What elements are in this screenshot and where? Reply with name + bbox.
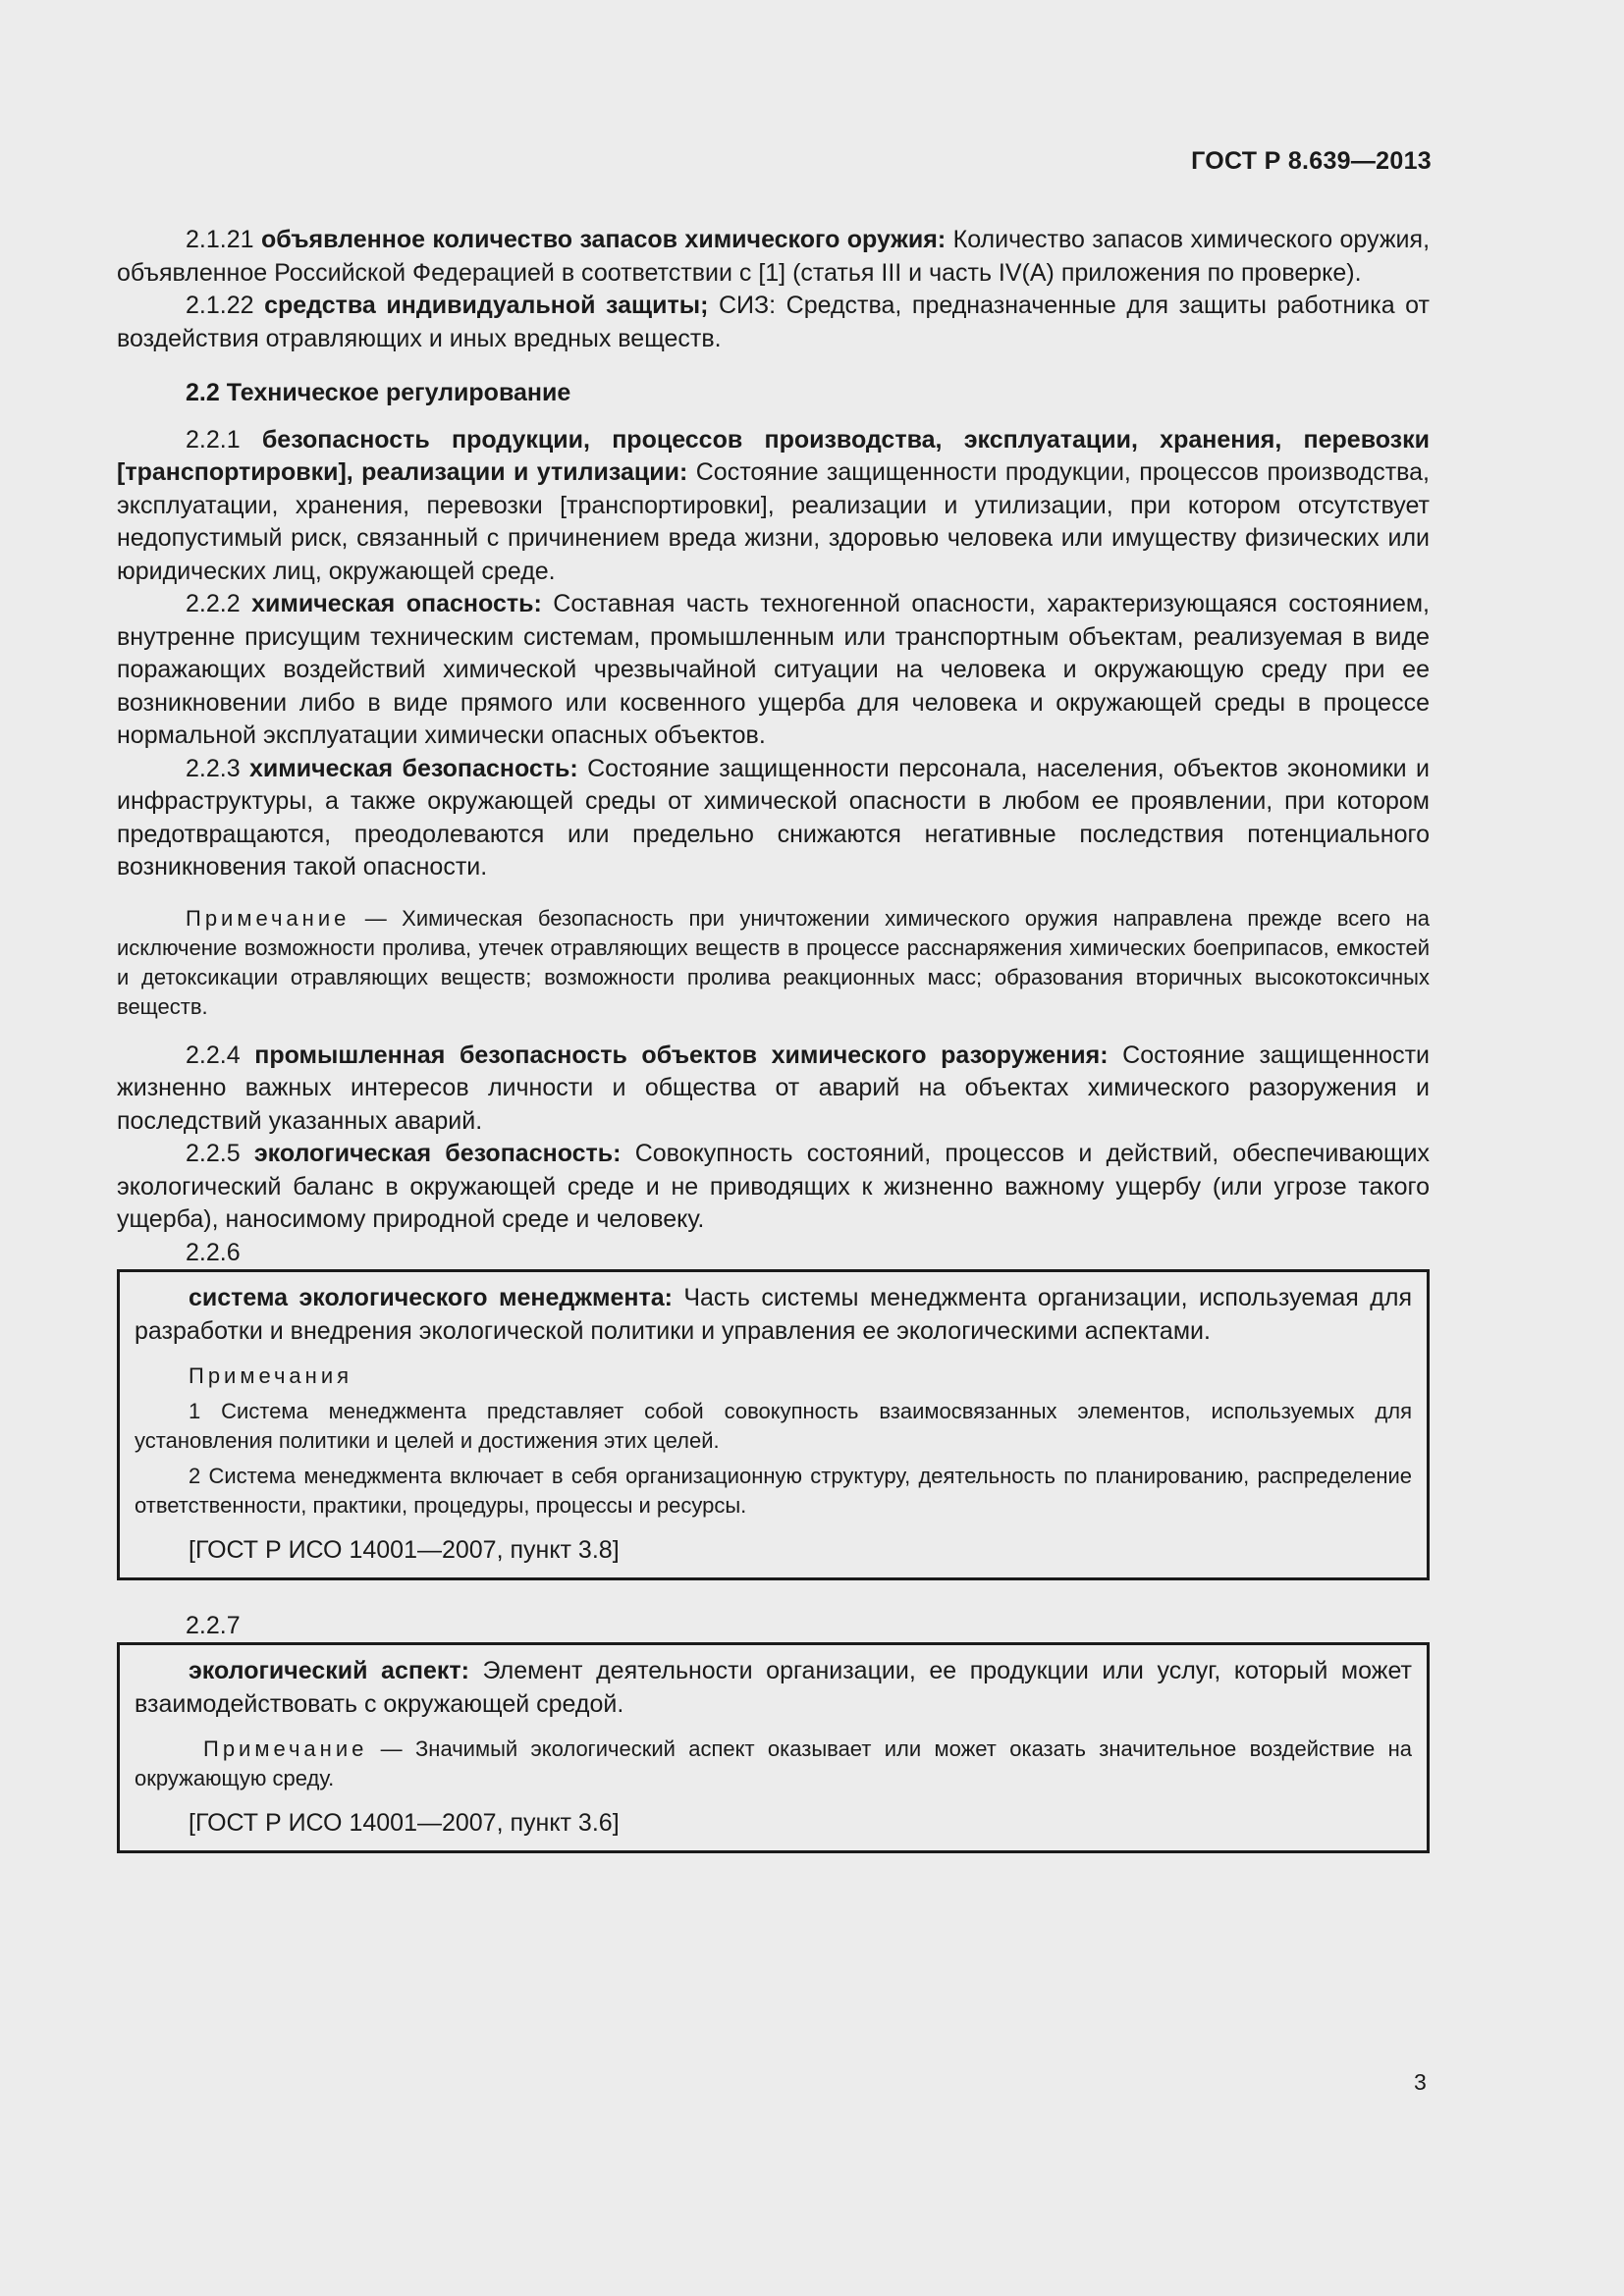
clause-number: 2.2.2 [186,590,241,617]
section-title: Техническое регулирование [226,379,571,406]
source-reference: [ГОСТ Р ИСО 14001—2007, пункт 3.8] [189,1536,620,1564]
notes-label: Примечания [189,1363,353,1388]
term-2-1-21 [117,224,1430,290]
term-definition: Состояние защищенности персонала, населения, объектов экономики и инфраструктуры, а также окружающей среды от химической опасности в любом ее проявлении, при котором предотвращаются, преодолеваются или предельно снижаются негативные последствия потенциального возникновения такой опасности. [117,754,1430,881]
clause-number: 2.1.22 [186,292,254,319]
clause-number-2-2-7: 2.2.7 [186,1611,241,1639]
boxed-term-2-2-7 [117,1642,1430,1853]
clause-number: 2.2.5 [186,1140,241,1167]
clause-number: 2.2.1 [186,425,241,454]
clause-number: 2.2.3 [186,754,241,782]
term-2-2-7 [135,1655,1412,1721]
page-content [117,224,1430,1853]
term-2-2-4 [117,1040,1430,1139]
clause-number: 2.2.4 [186,1041,241,1069]
term-title: промышленная безопасность объектов химического разоружения: [254,1041,1109,1069]
section-number: 2.2 [186,379,220,406]
term-2-1-22 [117,290,1430,355]
term-2-2-2 [117,588,1430,753]
term-definition: Совокупность состояний, процессов и действий, обеспечивающих экологический баланс в окружающей среде и не приводящих к жизненно важному ущербу (или угрозе такого ущерба), наносимому природной среде и человеку. [117,1140,1430,1233]
term-definition: Состояние защищенности жизненно важных интересов личности и общества от аварий на объектах химического разоружения и последствий указанных аварий. [117,1041,1431,1135]
note-1: 1 Система менеджмента представляет собой совокупность взаимосвязанных элементов, используемых для установления политики и целей и достижения этих целей. [135,1399,1412,1453]
source-reference: [ГОСТ Р ИСО 14001—2007, пункт 3.6] [189,1809,620,1837]
note-2-2-7 [135,1735,1412,1793]
term-2-2-6 [135,1282,1412,1348]
page-number: 3 [1414,2069,1427,2095]
term-title: химическая опасность: [251,590,542,617]
note-label: Примечание [203,1736,368,1761]
term-title: безопасность продукции, процессов производства, эксплуатации, хранения, перевозки [транспортировки], реализации и утилизации: [117,425,1430,486]
term-definition: Элемент деятельности организации, ее продукции или услуг, который может взаимодействовать с окружающей средой. [135,1657,1412,1718]
section-heading-2-2 [117,377,1430,410]
note-label: Примечание [186,905,351,931]
note-text: — Химическая безопасность при уничтожении химического оружия направлена прежде всего на исключение возможности пролива, утечек отравляющих веществ в процессе расснаряжения химических боеприпасов, емкостей и детоксикации отравляющих веществ; возможности пролива реакционных масс; образования вторичных высокотоксичных веществ. [117,905,1430,1019]
term-title: экологическая безопасность: [253,1140,622,1167]
term-definition: СИЗ: Средства, предназначенные для защиты работника от воздействия отравляющих и иных вредных веществ. [117,292,1430,352]
term-title: объявленное количество запасов химического оружия: [260,226,947,253]
term-title: средства индивидуальной защиты; [264,292,709,319]
note-2-2-3 [117,904,1430,1022]
boxed-term-2-2-6 [117,1269,1430,1580]
clause-number-2-2-6: 2.2.6 [186,1238,241,1266]
term-2-2-1 [117,424,1430,589]
note-2: 2 Система менеджмента включает в себя организационную структуру, деятельность по планированию, распределение ответственности, практики, процедуры, процессы и ресурсы. [135,1464,1412,1518]
standard-header: ГОСТ Р 8.639—2013 [1191,147,1432,175]
note-text: — Значимый экологический аспект оказывает или может оказать значительное воздействие на окружающую среду. [135,1736,1412,1790]
term-title: химическая безопасность: [249,754,578,782]
term-2-2-5 [117,1138,1430,1237]
term-title: система экологического менеджмента: [189,1284,673,1311]
term-definition: Составная часть техногенной опасности, характеризующаяся состоянием, внутренне присущим техническим системам, промышленным или транспортным объектам, реализуемая в виде поражающих воздействий химической чрезвычайной ситуации на человека и окружающую среду при ее возникновении либо в виде прямого или косвенного ущерба для человека и окружающей среды в процессе нормальной эксплуатации химически опасных объектов. [117,590,1430,749]
term-definition: Часть системы менеджмента организации, используемая для разработки и внедрения экологической политики и управления ее экологическими аспектами. [135,1284,1412,1345]
term-2-2-3 [117,753,1430,884]
term-title: экологический аспект: [189,1657,469,1684]
term-definition: Количество запасов химического оружия, объявленное Российской Федерацией в соответствии с [1] (статья III и часть IV(A) приложения по проверке). [117,226,1431,287]
term-definition: Состояние защищенности продукции, процессов производства, эксплуатации, хранения, перевозки [транспортировки], реализации и утилизации, при котором отсутствует недопустимый риск, связанный с причинением вреда жизни, здоровью человека или имуществу физических или юридических лиц, окружающей среде. [117,458,1430,585]
clause-number: 2.1.21 [186,226,254,253]
